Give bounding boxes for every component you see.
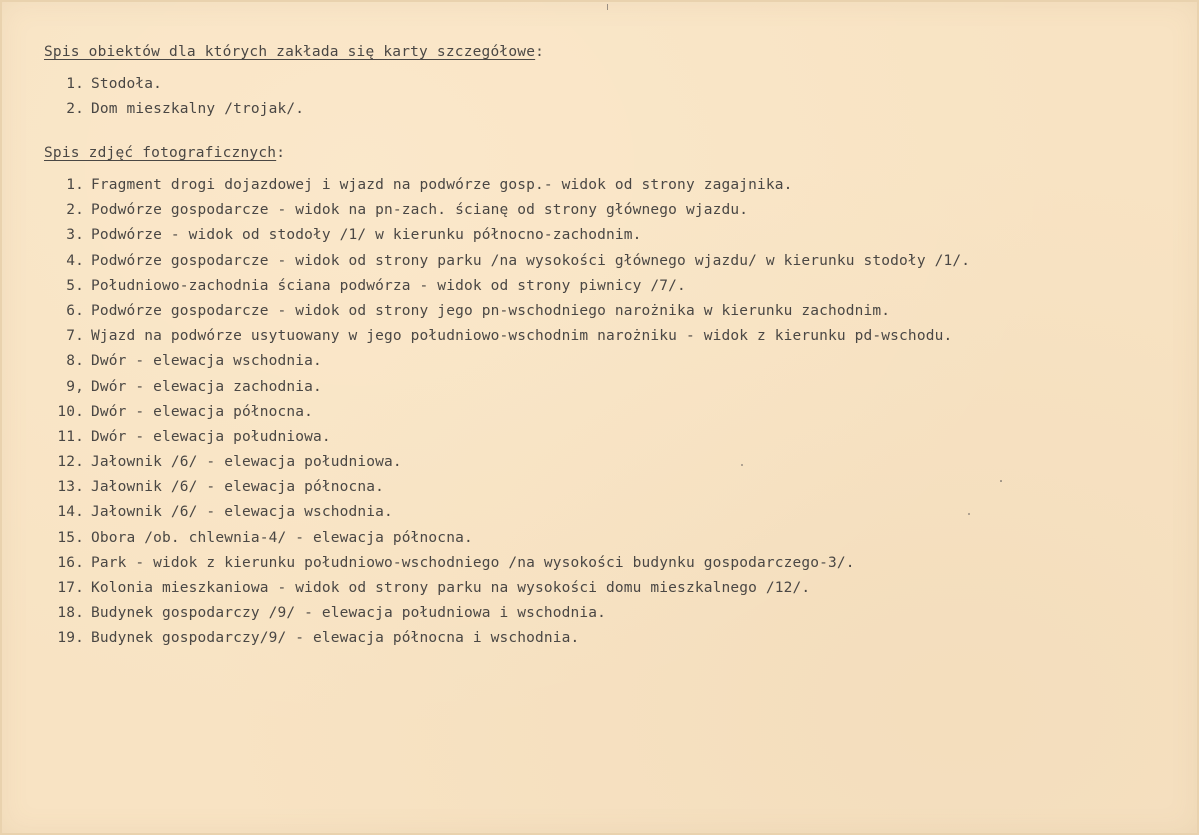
list-item [44,626,970,651]
paper-speck [968,513,970,515]
item-text: Jałownik /6/ - elewacja wschodnia. [91,504,393,521]
item-text: Południowo-zachodnia ściana podwórza - widok od strony piwnicy /7/. [91,277,686,294]
paper-speck [1000,480,1002,482]
list-item [44,375,970,400]
item-text: Kolonia mieszkaniowa - widok od strony parku na wysokości domu mieszkalnego /12/. [91,580,811,596]
item-number: 1. [66,177,84,193]
list-item [44,324,970,349]
item-number: 19. [57,630,84,647]
item-number: 11. [57,428,84,445]
item-number: 6. [66,302,84,319]
item-number: 8. [66,353,84,370]
paper-speck [741,464,743,466]
list-item [44,274,970,299]
list-item [44,475,970,500]
item-text: Dwór - elewacja zachodnia. [91,378,322,395]
list-item [44,601,970,626]
list-item [44,551,970,576]
item-number: 4. [66,252,84,269]
item-number: 2. [66,101,84,118]
paper-speck [607,4,608,10]
item-number: 18. [57,605,84,622]
item-text: Obora /ob. chlewnia-4/ - elewacja północna. [91,529,473,546]
photos-heading-colon: : [276,145,286,161]
item-text: Podwórze - widok od stodoły /1/ w kierunku północno-zachodnim. [91,227,642,244]
photos-list [44,173,970,652]
list-item [44,97,304,122]
item-text: Podwórze gospodarcze - widok na pn-zach. ścianę od strony głównego wjazdu. [91,202,749,219]
item-number: 7. [66,328,84,345]
item-number: 17. [57,580,84,596]
item-number: 12. [57,454,84,471]
objects-heading-text: Spis obiektów dla których zakłada się karty szczegółowe [44,44,536,60]
list-item [44,450,970,475]
item-text: Dwór - elewacja południowa. [91,428,331,445]
item-number: 14. [57,504,84,521]
list-item [44,400,970,425]
item-number: 10. [57,403,84,420]
item-text: Jałownik /6/ - elewacja północna. [91,479,385,496]
item-text: Dwór - elewacja wschodnia. [91,353,322,370]
item-text: Park - widok z kierunku południowo-wschodniego /na wysokości budynku gospodarczego-3/. [91,554,855,571]
item-number: 16. [57,554,84,571]
list-item [44,72,304,97]
list-item [44,425,970,450]
item-text: Jałownik /6/ - elewacja południowa. [91,454,402,471]
photos-heading-text: Spis zdjęć fotograficznych [44,145,277,161]
list-item [44,526,970,551]
objects-heading-colon: : [535,44,545,60]
item-number: 13. [57,479,84,496]
item-text: Dwór - elewacja północna. [91,403,313,420]
item-number: 15. [57,529,84,546]
item-text: Podwórze gospodarcze - widok od strony parku /na wysokości głównego wjazdu/ w kierunku stodoły /1/. [91,252,971,269]
list-item [44,198,970,223]
item-number: 2. [66,202,84,219]
objects-heading [44,44,544,60]
objects-list [44,72,304,122]
item-text: Fragment drogi dojazdowej i wjazd na podwórze gosp.- widok od strony zagajnika. [91,177,793,193]
list-item [44,173,970,198]
item-text: Wjazd na podwórze usytuowany w jego południowo-wschodnim narożniku - widok z kierunku pd-wschodu. [91,328,953,345]
item-text: Budynek gospodarczy/9/ - elewacja północna i wschodnia. [91,630,580,647]
item-number: 5. [66,277,84,294]
item-text: Podwórze gospodarcze - widok od strony jego pn-wschodniego narożnika w kierunku zachodnim. [91,302,891,319]
list-item [44,249,970,274]
item-text: Budynek gospodarczy /9/ - elewacja południowa i wschodnia. [91,605,607,622]
list-item [44,500,970,525]
list-item [44,576,970,601]
list-item [44,223,970,248]
item-number: 9, [66,378,84,395]
item-text: Stodoła. [91,76,163,92]
item-number: 3. [66,227,84,244]
item-number: 1. [66,76,84,92]
list-item [44,349,970,374]
item-text: Dom mieszkalny /trojak/. [91,101,305,118]
list-item [44,299,970,324]
photos-heading [44,145,285,161]
